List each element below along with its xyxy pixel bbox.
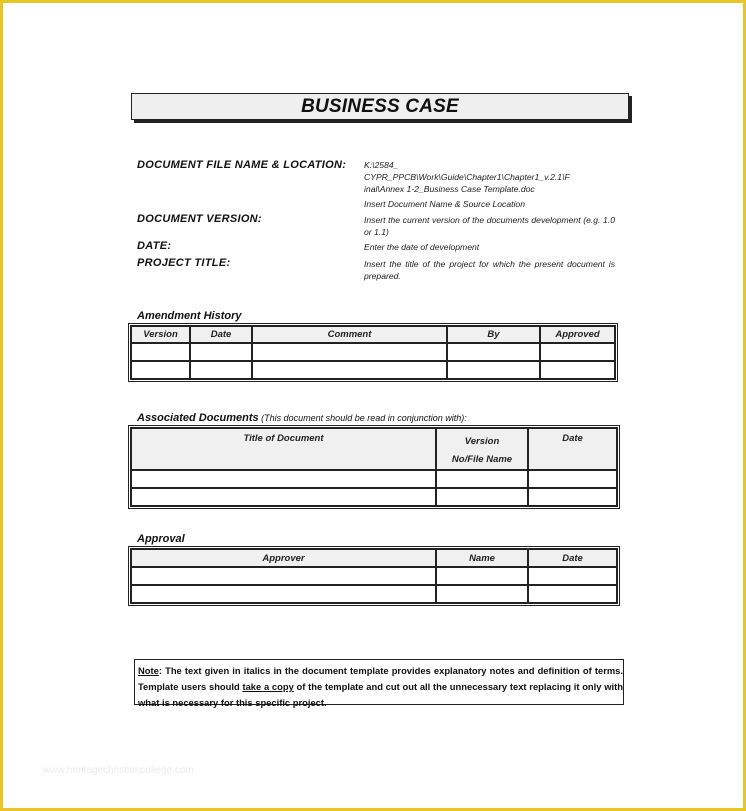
table-cell[interactable]: [436, 567, 528, 585]
project-title-value: Insert the title of the project for which the present document is prepared.: [364, 259, 615, 281]
note-label: Note: [138, 665, 159, 676]
note-text-2: of the template and cut out all the unnecessary text replacing it only with what is necessary for this specific project.: [138, 681, 623, 708]
file-path-line-1: K:\2584_: [364, 160, 399, 170]
document-title: BUSINESS CASE: [131, 93, 629, 120]
table-cell[interactable]: [131, 488, 436, 506]
file-location-label: DOCUMENT FILE NAME & LOCATION:: [137, 159, 347, 171]
table-row: [131, 470, 617, 488]
project-title-label: PROJECT TITLE:: [137, 257, 231, 269]
table-row: [131, 488, 617, 506]
table-cell[interactable]: [528, 488, 617, 506]
table-cell[interactable]: [131, 567, 436, 585]
column-header-version-file: [436, 428, 528, 470]
amendment-history-table: [128, 323, 618, 382]
associated-documents-table: [128, 425, 620, 509]
table-cell[interactable]: [528, 567, 617, 585]
table-cell[interactable]: [252, 361, 447, 379]
version-label: DOCUMENT VERSION:: [137, 213, 262, 225]
table-cell[interactable]: [252, 343, 447, 361]
table-cell[interactable]: [447, 343, 540, 361]
table-cell[interactable]: [131, 585, 436, 603]
column-header-version: Version: [131, 326, 190, 343]
column-header-name: Name: [436, 549, 528, 567]
table-row: [131, 585, 617, 603]
table-cell[interactable]: [436, 585, 528, 603]
note-text-1: : The text given in italics in the document template provides explanatory notes and definition of terms. Template users should: [138, 665, 623, 692]
associated-documents-note: (This document should be read in conjunction with):: [258, 413, 467, 423]
table-row: [131, 567, 617, 585]
column-header-approver: Approver: [131, 549, 436, 567]
approval-title: Approval: [137, 533, 185, 545]
date-value: Enter the date of development: [364, 242, 480, 252]
table-cell[interactable]: [190, 361, 252, 379]
file-path-line-3: inal\Annex 1-2_Business Case Template.doc: [364, 184, 535, 194]
column-header-approved: Approved: [540, 326, 615, 343]
table-cell[interactable]: [436, 488, 528, 506]
table-cell[interactable]: [436, 470, 528, 488]
table-cell[interactable]: [190, 343, 252, 361]
column-header-date: Date: [190, 326, 252, 343]
file-location-hint: Insert Document Name & Source Location: [364, 199, 525, 209]
associated-documents-title: [137, 412, 467, 424]
amendment-history-title: Amendment History: [137, 310, 242, 322]
table-cell[interactable]: [540, 343, 615, 361]
table-cell[interactable]: [131, 470, 436, 488]
approval-table: [128, 546, 620, 606]
column-header-title-of-document: Title of Document: [131, 428, 436, 470]
column-header-date: Date: [528, 549, 617, 567]
column-header-comment: Comment: [252, 326, 447, 343]
column-header-date: Date: [528, 428, 617, 470]
table-cell[interactable]: [528, 585, 617, 603]
column-header-by: By: [447, 326, 540, 343]
associated-documents-heading: Associated Documents: [137, 412, 259, 424]
note-take-a-copy: take a copy: [242, 681, 294, 692]
watermark: www.heritagechristiancollege.com: [43, 765, 194, 776]
version-value: Insert the current version of the documents development (e.g. 1.0 or 1.1): [364, 215, 615, 237]
table-cell[interactable]: [447, 361, 540, 379]
file-path-line-2: CYPR_PPCB\Work\Guide\Chapter1\Chapter1_v.2.1\F: [364, 172, 570, 182]
table-cell[interactable]: [131, 361, 190, 379]
file-name-header-line: No/File Name: [451, 454, 513, 465]
table-cell[interactable]: [131, 343, 190, 361]
table-row: [131, 361, 615, 379]
file-location-value: [364, 159, 615, 210]
template-note-box: [134, 659, 624, 708]
date-label: DATE:: [137, 240, 172, 252]
table-row: [131, 343, 615, 361]
table-cell[interactable]: [540, 361, 615, 379]
version-header-line: Version: [464, 436, 500, 447]
table-cell[interactable]: [528, 470, 617, 488]
